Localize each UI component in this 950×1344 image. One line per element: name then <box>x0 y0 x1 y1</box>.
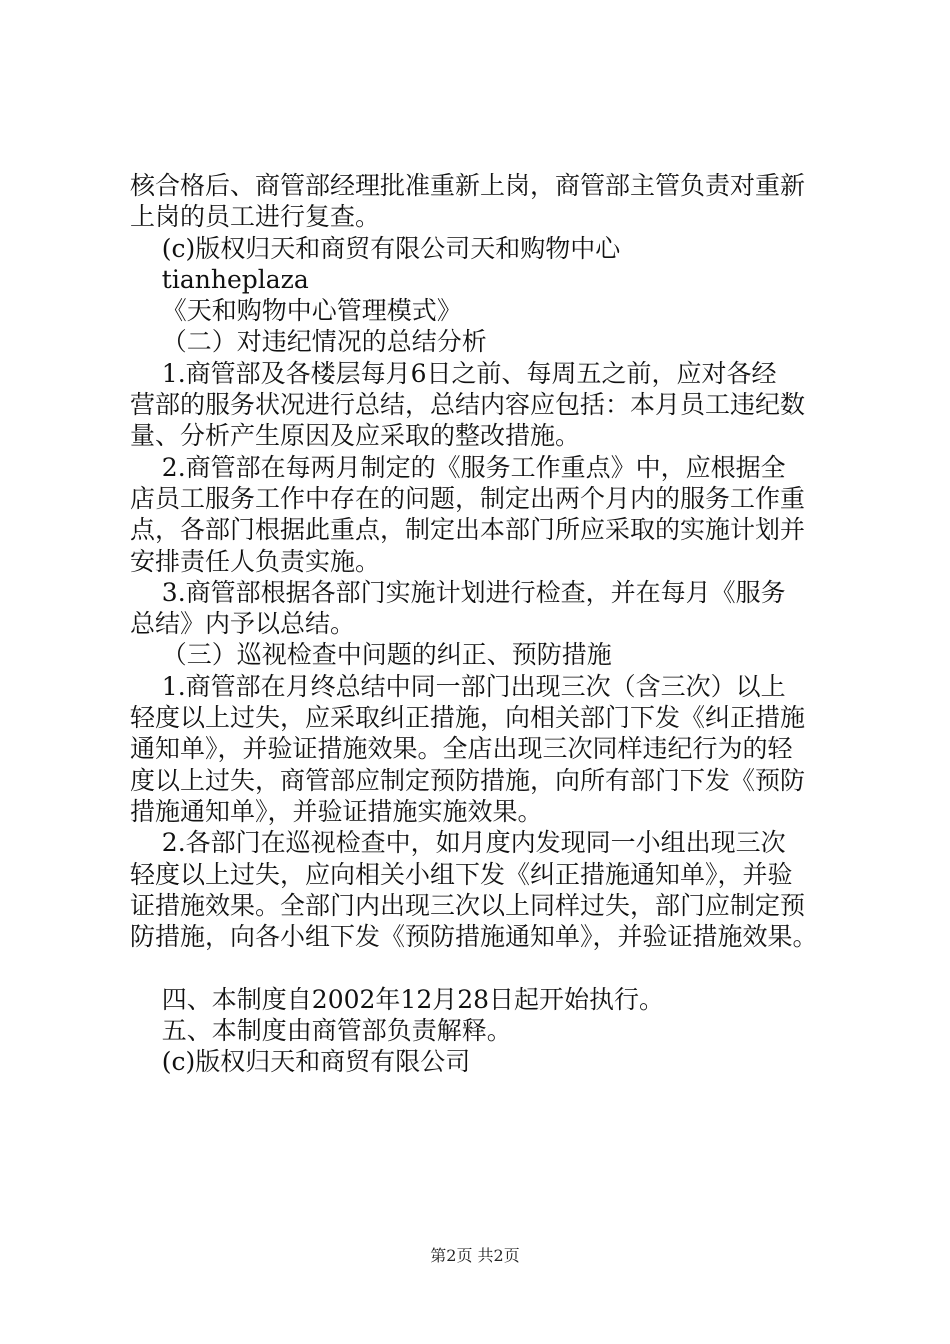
site-name-line: tianheplaza <box>130 264 309 294</box>
text-line: 店员工服务工作中存在的问题，制定出两个月内的服务工作重 <box>130 483 806 513</box>
text-line: 轻度以上过失，应向相关小组下发《纠正措施通知单》，并验 <box>130 859 793 889</box>
text-line: 3.商管部根据各部门实施计划进行检查，并在每月《服务 <box>130 577 786 607</box>
book-title-line: 《天和购物中心管理模式》 <box>130 296 462 326</box>
text-line: 2.各部门在巡视检查中，如月度内发现同一小组出现三次 <box>130 828 786 858</box>
text-line: 点，各部门根据此重点，制定出本部门所应采取的实施计划并 <box>130 515 806 545</box>
text-line: 2.商管部在每两月制定的《服务工作重点》中，应根据全 <box>130 452 786 482</box>
text-line: 1.商管部在月终总结中同一部门出现三次（含三次）以上 <box>130 671 786 701</box>
text-line: 四、本制度自2002年12月28日起开始执行。 <box>130 984 665 1014</box>
section-heading: （二）对违纪情况的总结分析 <box>130 327 487 357</box>
blank-line <box>130 952 870 983</box>
page-number-footer: 第2页 共2页 <box>430 1246 520 1265</box>
text-line: 安排责任人负责实施。 <box>130 546 381 576</box>
text-line: 量、分析产生原因及应采取的整改措施。 <box>130 421 581 451</box>
text-line: 防措施，向各小组下发《预防措施通知单》，并验证措施效果。 <box>130 922 818 952</box>
text-line: 总结》内予以总结。 <box>130 609 356 639</box>
text-line: 通知单》，并验证措施效果。全店出现三次同样违纪行为的轻 <box>130 734 793 764</box>
document-body <box>130 170 870 1078</box>
text-line: 上岗的员工进行复查。 <box>130 202 381 232</box>
text-line: 五、本制度由商管部负责解释。 <box>130 1016 512 1046</box>
text-line: 轻度以上过失，应采取纠正措施，向相关部门下发《纠正措施 <box>130 703 806 733</box>
text-line: 核合格后、商管部经理批准重新上岗，商管部主管负责对重新 <box>130 171 806 200</box>
text-line: 证措施效果。全部门内出现三次以上同样过失，部门应制定预 <box>130 890 806 920</box>
text-line: 措施通知单》，并验证措施实施效果。 <box>130 796 543 826</box>
text-line: 1.商管部及各楼层每月6日之前、每周五之前，应对各经 <box>130 358 777 388</box>
section-heading: （三）巡视检查中问题的纠正、预防措施 <box>130 640 612 670</box>
text-line: 营部的服务状况进行总结，总结内容应包括：本月员工违纪数 <box>130 390 806 420</box>
copyright-line: (c)版权归天和商贸有限公司 <box>130 1047 471 1077</box>
text-line: 度以上过失，商管部应制定预防措施，向所有部门下发《预防 <box>130 765 806 795</box>
copyright-line: (c)版权归天和商贸有限公司天和购物中心 <box>130 233 621 263</box>
